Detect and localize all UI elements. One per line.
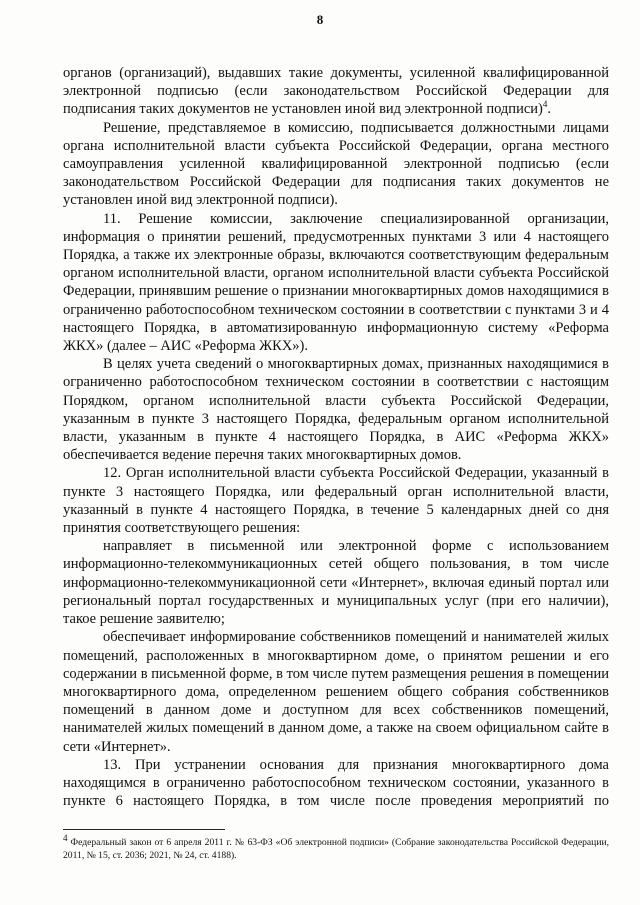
paragraph-text: органов (организаций), выдавших такие документы, усиленной квалифицированной электронной подписью (если законодательством Российской Федерации для подписания таких документов не установлен иной вид электронной подписи) [63,65,609,118]
paragraph-continuation: органов (организаций), выдавших такие документы, усиленной квалифицированной электронной подписью (если законодательством Российской Федерации для подписания таких документов не установлен иной вид электронной подписи)$^4$. [63,65,609,118]
paragraph-11: 11. Решение комиссии, заключение специализированной организации, информация о принятии решений, предусмотренных пунктами 3 или 4 настоящего Порядка, а также их электронные образы, включаются соответствующим федеральным органом исполнительной власти, органом исполнительной власти субъекта Российской Федерации, принявшим решение о признании многоквартирных домов находящимися в ограниченно работоспособном техническом состоянии в соответствии с пунктами 3 и 4 настоящего Порядка, в автоматизированную информационную систему «Реформа ЖКХ» (далее – АИС «Реформа ЖКХ»). [63,210,609,355]
footnote-marker: 4 [63,832,68,843]
document-body [63,64,609,810]
paragraph-informs: обеспечивает информирование собственников помещений и нанимателей жилых помещений, расположенных в многоквартирном доме, о принятом решении и его содержании в письменной форме, в том числе путем размещения решения в помещении многоквартирного дома, определенном решением общего собрания собственников помещений в данном доме и доступном для всех собственников помещений, нанимателей жилых помещений в данном доме, а также на своем официальном сайте в сети «Интернет». [63,629,609,755]
paragraph-sends: направляет в письменной или электронной форме с использованием информационно-телекоммуникационных сетей общего пользования, в том числе информационно-телекоммуникационной сети «Интернет», включая единый портал или региональный портал государственных и муниципальных услуг (при его наличии), такое решение заявителю; [63,538,609,628]
footnote [63,832,609,862]
paragraph-12: 12. Орган исполнительной власти субъекта Российской Федерации, указанный в пункте 3 настоящего Порядка, или федеральный орган исполнительной власти, указанный в пункте 4 настоящего Порядка, в течение 5 календарных дней со дня принятия соответствующего решения: [63,465,609,537]
page-number: 8 [316,12,324,27]
footnote-text: Федеральный закон от 6 апреля 2011 г. № 63-ФЗ «Об электронной подписи» (Собрание законодательства Российской Федерации, 2011, № 15, ст. 2036; 2021, № 24, ст. 4188). [63,837,609,861]
footnote-separator [63,829,225,830]
paragraph-signing: Решение, представляемое в комиссию, подписывается должностными лицами органа исполнительной власти субъекта Российской Федерации, органа местного самоуправления усиленной квалифицированной электронной подписью (если законодательством Российской Федерации для подписания таких документов не установлен иной вид электронной подписи). [63,119,609,209]
footnote-reference: 4 [542,99,548,110]
paragraph-accounting: В целях учета сведений о многоквартирных домах, признанных находящимися в ограниченно работоспособном техническом состоянии в соответствии с настоящим Порядком, органом исполнительной власти субъекта Российской Федерации, указанным в пункте 3 настоящего Порядка, федеральным органом исполнительной власти, указанным в пункте 4 настоящего Порядка, в АИС «Реформа ЖКХ» обеспечивается ведение перечня таких многоквартирных домов. [63,356,609,464]
paragraph-13: 13. При устранении основания для признания многоквартирного дома находящимся в ограниченно работоспособном техническом состоянии, указанного в пункте 6 настоящего Порядка, в том числе после проведения мероприятий по [63,756,609,810]
